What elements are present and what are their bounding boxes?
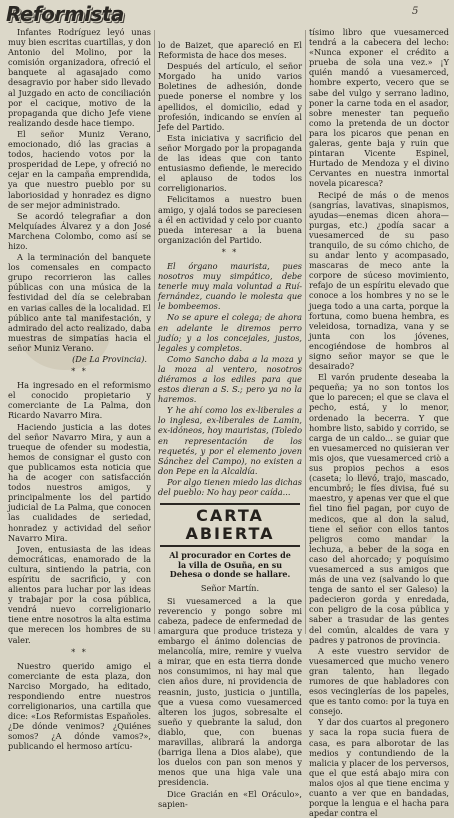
article-paragraph: Y dar dos cuartos al pregonero y saca la ropa sucia fuera de casa, es para alborotar de las medios y contundiendo de la malicia y placer de los perversos, que el que está abajo mira con malos ojos al que tiene encima y cuanto a ver que en bandadas, porque la lengua e el hacha para apedar contra el — [309, 717, 449, 818]
column-1 — [8, 27, 151, 752]
masthead-title: Reformista — [6, 2, 124, 26]
article-paragraph: El varón prudente deseaba la pequeña; ya no son tontos los que lo parecen; el que se clava el pecho, está, y lo menor, ordenado la becerra. Y que hombre listo, sabido y corrido, se carga de un caldo... se guiar que en vuesamerced no quisieran ver mis ojos, que vuesamerced criò a sus propios pechos a esos (caseta; lo llevó, trajo, mascado, encumbró; le fíes divisa, fué su maestro, y apenas ver que el que fiel tino fiel pagan, por cuyo de medicos, que al don la salud, tiene el señor con ellos tantos peligros como mandar la lechuza, a beber de la soga en caso del ahorcado; y poquísimo vuesamerced a sus amigos que más de una vez (salvando lo que tenga de santo el ser Galeso) la padecieron gorda y enredada, con peligro de la cosa pública y saber a trasudar de las gentes del común, alcaldes de vara y padres y patronos de provincia. — [309, 372, 449, 645]
article-paragraph: Recipé de más o de menos (sangrías, lavativas, sinapismos, ayudas—enemas dicen ahora—purgas, etc.) ¿podía sacar a vuesamerced de su paso tranquilo, de su cómo chicho, de su andar lento y acompasado, mascaras de meco ante la corpore de súceso movimiento, refajo de un espíritu elevado que conoce a los hombres y no se le juega todo a una carta, porque la fortuna, como buena hembra, es veleidosa, tornadiza, vana y se junta con los jóvenes, encogiéndose de hombros al signo señor mayor se que le desairado? — [309, 189, 449, 372]
article-headline: CARTA ABIERTA — [185, 506, 275, 544]
article-paragraph: tísimo libro que vuesamerced tendrá a la cabecera del lecho: «Nunca exponer el crédito a prueba de sola una vez.» ¡Y quién mandó a vuesamerced, hombre experto, vecero que se sabe del vulgo y serrano ladino, poner la carne toda en el asador, sobre menester tan pequeño como la pretenda de un doctor para los picaros que penan en galeras, gente baja y ruin que pintaran Vicente Espinel, Hurtado de Mendoza y el divino Cervantes en nuestra inmortal novela picaresca? — [309, 27, 449, 189]
article-paragraph-italic: El órgano maurista, pues nosotros muy simpático, debe tenerle muy mala voluntad a Ruí-fernández, cuando le molesta que le bombeemos. — [158, 260, 302, 312]
article-paragraph: Esta iniciativa y sacrificio del señor Morgado por la propaganda de las ideas que con tanto entusiasmo defiende, le merecido el aplauso de todos los correligionarios. — [158, 132, 302, 194]
article-signature: (De La Provincia). — [72, 354, 147, 364]
column-2 — [158, 40, 302, 809]
column-divider — [305, 30, 306, 634]
column-divider — [154, 30, 155, 634]
column-3 — [309, 27, 449, 818]
article-paragraph: Nuestro querido amigo el comerciante de esta plaza, don Narciso Morgado, ha editado, respondiendo entre nuestros correligionarios, una cartilla que dice: «Los Reformistas Españoles. ¿De dónde venimos? ¿Quiénes somos? ¿A dónde vamos?», publicando el hermoso artícu- — [8, 660, 151, 752]
article-paragraph: A la terminación del banquete los comensales en compacto grupo recorrieron las calles públicas con una música de la festividad del día se celebraban en varias calles de la localidad. El público ante tal manifestación, y admirado del acto realizado, daba muestras de simpatías hacia el señor Muniz Verano. — [8, 252, 151, 353]
article-paragraph: El señor Muniz Verano, emocionado, dió las gracias a todos, haciendo votos por la prosperidad de Lepe, y ofreció no cejar en la campaña emprendida, ya que nuestro pueblo por su laboriosidad y honradez es digno de ser mejor administrado. — [8, 128, 151, 210]
article-paragraph: Se acordó telegrafiar a don Melquíades Álvarez y a don José Marchena Colombo, como así se hizo. — [8, 210, 151, 251]
article-paragraph-italic: No se apure el colega; de ahora en adelante le diremos perro judío; y a los concejales, justos, legales y completos. — [158, 312, 302, 353]
article-paragraph: Felicitamos a nuestro buen amigo, y ojalá todos se pareciesen a él en actividad y celo por cuanto pueda interesar a la buena organización del Partido. — [158, 194, 302, 245]
article-salutation: Señor Martín. — [200, 582, 260, 593]
article-paragraph-italic: Como Sancho daba a la moza y la moza al ventero, nosotros diéramos a los ediles para que estos dieran a S. S.; pero ya no la haremos. — [158, 353, 302, 405]
article-paragraph: Infantes Rodríguez leyó unas muy bien escritas cuartillas, y don Antonio del Molino, por la comisión organizadora, ofreció el banquete al agasajado como desagravio por haber sido llevado al Juzgado en acto de conciliación por el cacique, motivo de la propaganda que dicho Jefe viene realizando desde hace tiempo. — [8, 27, 151, 128]
article-paragraph: A este vuestro servidor de vuesamerced que mucho venero gran talento, han llegado rumores de que habladores con esos vecinglerías de los papeles, que es tanto como: por la tuya en consejo. — [309, 645, 449, 717]
article-paragraph: lo de Baizet, que apareció en El Reformista de hace dos meses. — [158, 40, 302, 61]
article-paragraph: Si vuesamerced a la que reverencio y pongo sobre mi cabeza, padece de enfermedad de amargura que produce tristeza y embargo el ánimo dolencias de melancolía, mire, remire y vuelva a mirar, que en esta tierra donde nos consumimos, ni hay mal que cien años dure, ni providencia de reasnin, justo, justicia o juntilla, que a vuesa como vuesamerced alteren los jugos, sobresalte el sueño y quebrante la salud, don diablo, que, con buenas maravillas, alibrará la andorga (barriga llena a Dios alabe), que los duelos con pan son menos y menos que una higa vale una presidencia. — [158, 595, 302, 788]
section-separator: * * — [71, 647, 88, 657]
section-separator: * * — [71, 367, 88, 377]
article-paragraph: Después del artículo, el señor Morgado ha unido varios Boletines de adhesión, donde puede ponerse el nombre y los apellidos, el domicilio, edad y profesión, indicando se envíen al Jefe del Partido. — [158, 61, 302, 132]
masthead — [6, 2, 162, 26]
page-number: 5 — [412, 6, 419, 17]
section-separator: * * — [221, 247, 239, 257]
article-paragraph-italic: Y he ahí como los ex-liberales a lo inglesa, ex-liberales de Lamin, ex-idóneos, hoy mauristas, (Toledo en representación de los requetés, y por el elemento joven Sánchez del Campo), no existen a don Pepe en la Alcaldía. — [158, 405, 302, 476]
article-paragraph: Joven, entusiasta de las ideas democráticas, enamorado de la cultura, sintiendo la patria, con espíritu de sacrificio, y con alientos para luchar por las ideas y trabajar por la cosa pública, vendrá nuevo correligionario tiene entre nosotros la alta estima que merecen los hombres de su valer. — [8, 543, 151, 645]
article-subheading: Al procurador en Cortes de la villa de Osuña, en su Dehesa o donde se hallare. — [169, 550, 291, 580]
article-paragraph: Dice Gracián en «El Oráculo», sapien- — [158, 788, 302, 809]
article-paragraph-italic: Por algo tienen miedo las dichas del pueblo: No hay peor caída... — [158, 476, 302, 498]
article-paragraph: Haciendo justicia a las dotes del señor Navarro Mira, y aun a trueque de ofender su modestia, hemos de consignar el gusto con que publicamos esta noticia que ha de acoger con satisfacción todos nuestros amigos, y principalmente los del partido judicial de La Palma, que conocen las cualidades de seriedad, honradez y actividad del señor Navarro Mira. — [8, 421, 151, 543]
headline-box — [160, 503, 300, 547]
article-paragraph: Ha ingresado en el reformismo el conocido propietario y comerciante de La Palma, don Ricardo Navarro Mira. — [8, 380, 151, 421]
